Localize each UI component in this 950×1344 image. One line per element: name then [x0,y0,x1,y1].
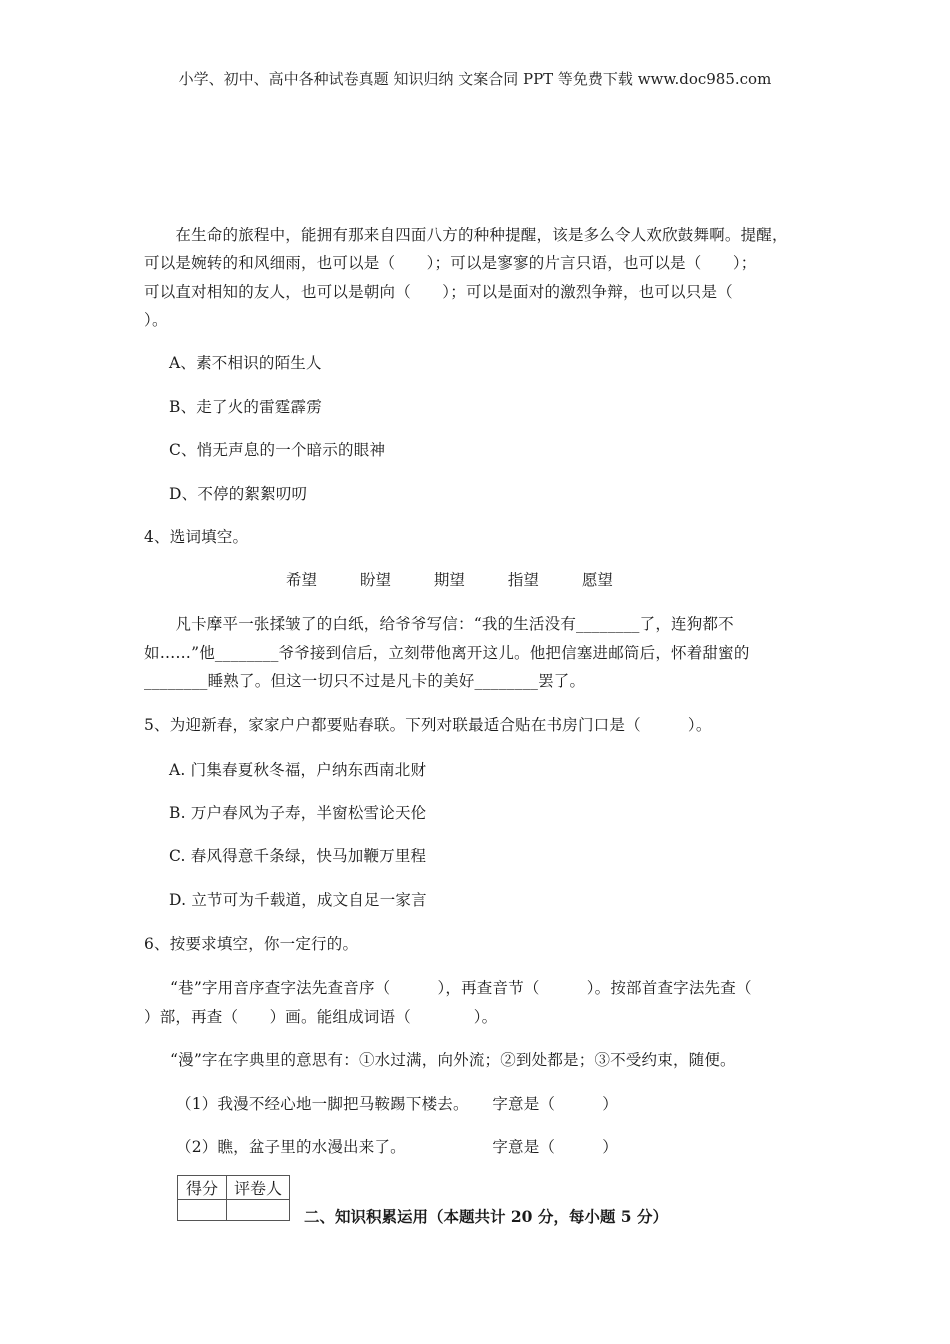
score-table [177,1175,290,1221]
q3-passage-line-2: 可以是婉转的和风细雨，也可以是（ ）；可以是寥寥的片言只语，也可以是（ ）； [144,254,757,272]
q3-option-b: B、走了火的雷霆霹雳 [169,398,322,416]
q5-option-b: B. 万户春风为子寿，半窗松雪论天伦 [169,804,427,822]
page-header: 小学、初中、高中各种试卷真题 知识归纳 文案合同 PPT 等免费下载 www.doc985.com [178,70,772,88]
q6-line-1: “巷”字用音序查字法先查音序（ ），再查音节（ ）。按部首查字法先查（ [170,979,752,997]
q3-option-d: D、不停的絮絮叨叨 [169,485,308,503]
q6-line-2: ）部，再查（ ）画。能组成词语（ ）。 [144,1008,498,1026]
q3-passage-line-4: ）。 [144,311,168,329]
q5-option-a: A. 门集春夏秋冬福，户纳东西南北财 [169,761,427,779]
q5-title: 5、为迎新春，家家户户都要贴春联。下列对联最适合贴在书房门口是（ ）。 [144,716,712,734]
q4-passage-line-2: 如……”他________爷爷接到信后，立刻带他离开这儿。他把信塞进邮筒后，怀着甜蜜的 [144,644,750,662]
q3-option-c: C、悄无声息的一个暗示的眼神 [169,441,386,459]
q4-passage-line-3: ________睡熟了。但这一切只不过是凡卡的美好________罢了。 [144,672,586,690]
q6-line-3: “漫”字在字典里的意思有：①水过满，向外流；②到处都是；③不受约束，随便。 [170,1051,736,1069]
score-cell [178,1200,227,1221]
word-option: 希望 [286,571,318,589]
grader-cell [227,1200,290,1221]
word-option: 愿望 [581,571,613,589]
q4-word-bank [286,568,651,590]
q6-line-5: （2）瞧，盆子里的水漫出来了。 字意是（ ） [176,1138,618,1156]
q4-title: 4、选词填空。 [144,528,249,546]
section-2-title: 二、知识积累运用（本题共计 20 分，每小题 5 分） [304,1207,668,1226]
word-option: 指望 [507,571,539,589]
word-option: 期望 [433,571,465,589]
word-option: 盼望 [359,571,391,589]
q3-passage-line-3: 可以直对相知的友人，也可以是朝向（ ）；可以是面对的激烈争辩，也可以只是（ [144,283,733,301]
score-label: 得分 [178,1176,227,1200]
q4-passage-line-1: 凡卡摩平一张揉皱了的白纸，给爷爷写信：“我的生活没有________了，连狗都不 [144,615,734,633]
q6-title: 6、按要求填空，你一定行的。 [144,935,359,953]
grader-label: 评卷人 [227,1176,290,1200]
q5-option-d: D. 立节可为千载道，成文自足一家言 [169,891,427,909]
q6-line-4: （1）我漫不经心地一脚把马鞍踢下楼去。 字意是（ ） [176,1095,618,1113]
q3-passage-line-1: 在生命的旅程中，能拥有那来自四面八方的种种提醒，该是多么令人欢欣鼓舞啊。提醒， [144,226,788,244]
q3-option-a: A、素不相识的陌生人 [169,354,322,372]
q5-option-c: C. 春风得意千条绿，快马加鞭万里程 [169,847,427,865]
